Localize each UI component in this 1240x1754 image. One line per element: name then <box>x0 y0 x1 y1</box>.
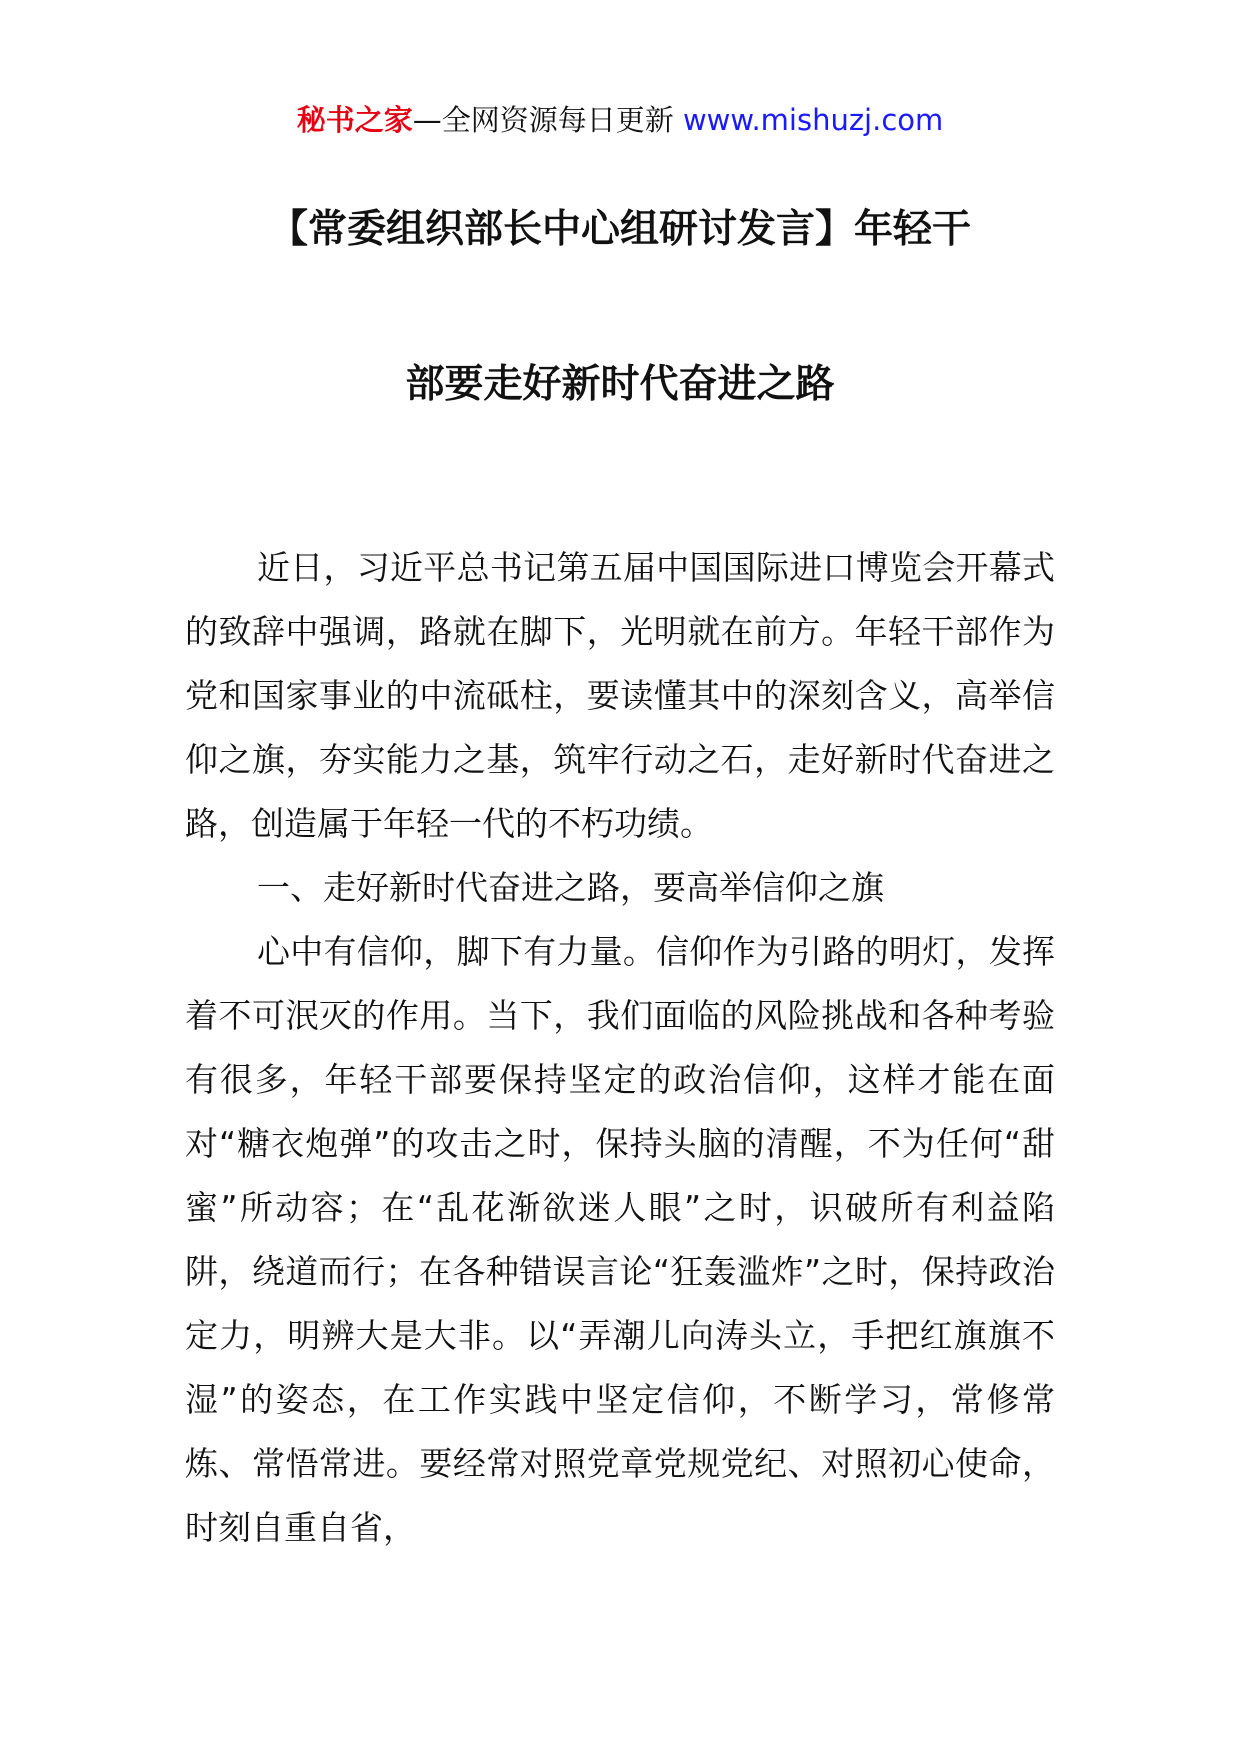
document-title-line-2: 部要走好新时代奋进之路 <box>405 362 835 407</box>
paragraph-section-1: 心中有信仰，脚下有力量。信仰作为引路的明灯，发挥着不可泯灭的作用。当下，我们面临的风险挑战和各种考验有很多，年轻干部要保持坚定的政治信仰，这样才能在面对“糖衣炮弹”的攻击之时，保持头脑的清醒，不为任何“甜蜜”所动容；在“乱花渐欲迷人眼”之时，识破所有利益陷阱，绕道而行；在各种错误言论“狂轰滥炸”之时，保持政治定力，明辨大是大非。以“弄潮儿向涛头立，手把红旗旗不湿”的姿态，在工作实践中坚定信仰，不断学习，常修常炼、常悟常进。要经常对照党章党规党纪、对照初心使命，时刻自重自省， <box>185 932 1055 1547</box>
document-title-line-1: 【常委组织部长中心组研讨发言】年轻干 <box>268 207 971 252</box>
paragraph-intro: 近日，习近平总书记第五届中国国际进口博览会开幕式的致辞中强调，路就在脚下，光明就在前方。年轻干部作为党和国家事业的中流砥柱，要读懂其中的深刻含义，高举信仰之旗，夯实能力之基，筑牢行动之石，走好新时代奋进之路，创造属于年轻一代的不朽功绩。 <box>185 548 1055 843</box>
brand-name: 秘书之家 <box>296 103 413 137</box>
site-banner <box>0 100 1240 140</box>
site-url-link[interactable]: www.mishuzj.com <box>682 103 944 137</box>
banner-tagline: —全网资源每日更新 <box>412 103 674 137</box>
section-heading-1: 一、走好新时代奋进之路，要高举信仰之旗 <box>257 868 884 907</box>
document-body <box>185 536 1055 1560</box>
